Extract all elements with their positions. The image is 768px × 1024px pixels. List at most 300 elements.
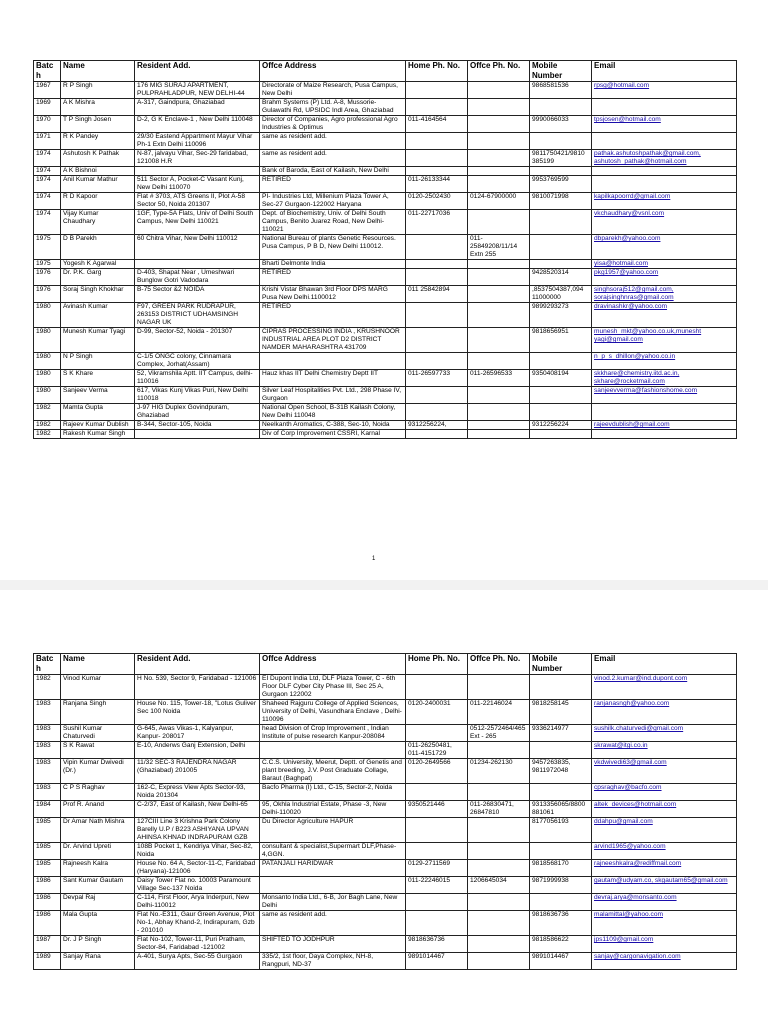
cell-email[interactable]: skkhare@chemistry.iitd.ac.in, skhare@rocketmail.com	[592, 370, 737, 387]
cell-batch: 1982	[34, 421, 61, 430]
cell-name: R P Singh	[61, 82, 135, 99]
cell-email[interactable]: vinod.2.kumar@ind.dupont.com	[592, 675, 737, 700]
table-row	[34, 404, 737, 421]
cell-email[interactable]: kapilkapoorrd@gmail.com	[592, 193, 737, 210]
cell-office-phone	[468, 936, 530, 953]
table-row	[34, 801, 737, 818]
cell-home-phone: 011-26597733	[406, 370, 468, 387]
cell-resident-address: Daisy Tower Flat no. 10003 Paramount Village Sec-137 Noida	[135, 877, 260, 894]
cell-mobile-number	[530, 404, 592, 421]
cell-email[interactable]: cpsraghav@bacfo.com	[592, 784, 737, 801]
cell-home-phone	[406, 303, 468, 328]
cell-name: Ashutosh K Pathak	[61, 150, 135, 167]
table-row	[34, 387, 737, 404]
cell-office-address: RETIRED	[260, 303, 406, 328]
cell-office-phone	[468, 82, 530, 99]
cell-office-address: National Bureau of plants Genetic Resources. Pusa Campus, P B D, New Delhi 110012.	[260, 235, 406, 260]
cell-email[interactable]: malamittal@yahoo.com	[592, 911, 737, 936]
cell-home-phone: 9891014467	[406, 953, 468, 970]
cell-name: R D Kapoor	[61, 193, 135, 210]
cell-name: Sant Kumar Gautam	[61, 877, 135, 894]
cell-batch: 1974	[34, 210, 61, 235]
table-body	[34, 675, 737, 970]
cell-mobile-number: 9457263835, 9811972048	[530, 759, 592, 784]
table-row	[34, 953, 737, 970]
cell-mobile-number: 9313356065/8800 881061	[530, 801, 592, 818]
cell-office-phone	[468, 269, 530, 286]
cell-name: Avinash Kumar	[61, 303, 135, 328]
header-resident-address: Resident Add.	[135, 61, 260, 82]
cell-email[interactable]: yisa@hotmail.com	[592, 260, 737, 269]
cell-mobile-number: 9336214977	[530, 725, 592, 742]
cell-name: Mala Gupta	[61, 911, 135, 936]
cell-email[interactable]: skrawat@itgi.co.in	[592, 742, 737, 759]
table-row	[34, 99, 737, 116]
cell-home-phone: 0129-2711569	[406, 860, 468, 877]
cell-resident-address: N-87, jalvayu Vihar, Sec-29 faridabad, 121008 H.R	[135, 150, 260, 167]
cell-batch: 1975	[34, 235, 61, 260]
cell-home-phone	[406, 353, 468, 370]
cell-home-phone	[406, 894, 468, 911]
cell-mobile-number: 9312256224	[530, 421, 592, 430]
cell-email[interactable]: n_p_s_dhillon@yahoo.co.in	[592, 353, 737, 370]
cell-batch: 1980	[34, 387, 61, 404]
cell-resident-address: J-97 HIG Duplex Govindpuram, Ghaziabad	[135, 404, 260, 421]
cell-name: Vinod Kumar	[61, 675, 135, 700]
cell-office-address: Neelkanth Aromatics, C-388, Sec-10, Noida	[260, 421, 406, 430]
cell-office-address: Director of Companies, Agro professional Agro Industries & Optimus	[260, 116, 406, 133]
table-row	[34, 742, 737, 759]
cell-email[interactable]: pathak.ashutoshpathak@gmail.com, ashutosh_pathak@hotmail.com	[592, 150, 737, 167]
cell-name: Sanjay Rana	[61, 953, 135, 970]
table-row	[34, 911, 737, 936]
cell-email[interactable]: ddahpu@gmail.com	[592, 818, 737, 843]
cell-home-phone	[406, 260, 468, 269]
cell-office-address: SHIFTED TO JODHPUR	[260, 936, 406, 953]
cell-home-phone: 0120-2649566	[406, 759, 468, 784]
cell-email[interactable]: dbparekh@yahoo.com	[592, 235, 737, 260]
cell-resident-address: C-2/37, East of Kailash, New Delhi-65	[135, 801, 260, 818]
cell-resident-address: 108B Pocket 1, Kendriya Vihar, Sec-82, Noida	[135, 843, 260, 860]
cell-resident-address	[135, 430, 260, 439]
table-row	[34, 303, 737, 328]
cell-resident-address: 511 Sector A, Pocket-C Vasant Kunj, New Delhi 110070	[135, 176, 260, 193]
cell-office-phone	[468, 176, 530, 193]
cell-office-address: Bacfo Pharma (I) Ltd., C-15, Sector-2, Noida	[260, 784, 406, 801]
cell-office-address: Brahm Systems (P) Ltd. A-8, Mussorie-Gulawathi Rd, UPSIDC Indl Area, Ghaziabad	[260, 99, 406, 116]
table-row	[34, 260, 737, 269]
table-row	[34, 936, 737, 953]
cell-name: Rajneesh Kalra	[61, 860, 135, 877]
cell-home-phone	[406, 725, 468, 742]
cell-name: Vipin Kumar Dwivedi (Dr.)	[61, 759, 135, 784]
cell-name: Yogesh K Agarwal	[61, 260, 135, 269]
cell-office-address: 335/2, 1st floor, Daya Complex, NH-8, Rangpuri, ND-37	[260, 953, 406, 970]
cell-batch: 1970	[34, 116, 61, 133]
cell-email[interactable]: rpsg@hotmail.com	[592, 82, 737, 99]
cell-resident-address: 162-C, Express View Apts Sector-93, Noida 201304	[135, 784, 260, 801]
cell-office-address: Directorate of Maize Research, Pusa Campus, New Delhi	[260, 82, 406, 99]
cell-mobile-number: 9891014467	[530, 953, 592, 970]
header-row	[34, 654, 737, 675]
cell-mobile-number	[530, 843, 592, 860]
cell-email[interactable]: jps1109@gmail.com	[592, 936, 737, 953]
cell-home-phone	[406, 387, 468, 404]
cell-email[interactable]: sanjeevverma@fashionshome.com	[592, 387, 737, 404]
cell-home-phone	[406, 269, 468, 286]
cell-batch: 1982	[34, 430, 61, 439]
cell-home-phone: 9350521446	[406, 801, 468, 818]
cell-email[interactable]: sanjay@cargonavigation.com	[592, 953, 737, 970]
cell-name: D B Parekh	[61, 235, 135, 260]
cell-email[interactable]: rajneeshkalra@rediffmail.com	[592, 860, 737, 877]
cell-email[interactable]: rajeevdublish@gmail.com	[592, 421, 737, 430]
cell-email[interactable]: vkchaudhary@vsnl.com	[592, 210, 737, 235]
cell-mobile-number: 9868581536	[530, 82, 592, 99]
table-row	[34, 784, 737, 801]
cell-office-phone	[468, 210, 530, 235]
cell-resident-address: 127CIII Line 3 Krishna Park Colony Barelly U.P / B223 ASHIYANA UPVAN AHINSA KHNAD INDRAPURAM GZB	[135, 818, 260, 843]
cell-email[interactable]: arvind1965@yahoo.com	[592, 843, 737, 860]
page-2	[0, 590, 768, 1024]
cell-mobile-number: 9818586622	[530, 936, 592, 953]
cell-email[interactable]: munesh_mkt@yahoo.co.uk,munesht yagi@gmail.com	[592, 328, 737, 353]
cell-home-phone	[406, 328, 468, 353]
cell-batch: 1983	[34, 759, 61, 784]
cell-office-address: National Open School, B-31B Kailash Colony, New Delhi 110048	[260, 404, 406, 421]
cell-batch: 1983	[34, 784, 61, 801]
table-row	[34, 269, 737, 286]
cell-mobile-number: 9811750421/9810 385199	[530, 150, 592, 167]
header-name: Name	[61, 61, 135, 82]
cell-batch: 1974	[34, 167, 61, 176]
cell-batch: 1987	[34, 936, 61, 953]
cell-mobile-number	[530, 260, 592, 269]
page-number: 1	[372, 556, 376, 562]
table-row	[34, 700, 737, 725]
cell-office-address: Div of Corp Improvement CSSRI, Karnal	[260, 430, 406, 439]
cell-office-address: Shaheed Rajguru College of Applied Sciences, University of Delhi, Vasundhara Enclave , Delhi-110096	[260, 700, 406, 725]
cell-office-phone: 0124-67900000	[468, 193, 530, 210]
cell-resident-address: A-317, Gaindpura, Ghaziabad	[135, 99, 260, 116]
cell-office-address: head Division of Crop Improvement , Indian Institute of pulse research Kanpur-208084	[260, 725, 406, 742]
cell-mobile-number: 9899293273	[530, 303, 592, 328]
table-row	[34, 150, 737, 167]
cell-office-phone	[468, 286, 530, 303]
header-office-address: Offce Address	[260, 654, 406, 675]
header-email: Email	[592, 61, 737, 82]
table-body	[34, 82, 737, 439]
cell-office-address: 95, Okhla Industrial Estate, Phase -3, New Delhi-110020	[260, 801, 406, 818]
cell-mobile-number	[530, 675, 592, 700]
table-row	[34, 818, 737, 843]
page-gap	[0, 580, 768, 590]
cell-resident-address: F97, GREEN PARK RUDRAPUR, 263153 DISTRICT UDHAMSINGH NAGAR UK	[135, 303, 260, 328]
cell-home-phone	[406, 82, 468, 99]
contact-table-page-2	[33, 653, 737, 970]
cell-email[interactable]: gautam@udyam.co, skgautam65@gmail.com	[592, 877, 737, 894]
cell-home-phone: 011 25842894	[406, 286, 468, 303]
cell-email[interactable]: devraj.arya@monsanto.com	[592, 894, 737, 911]
cell-mobile-number	[530, 167, 592, 176]
cell-office-phone	[468, 150, 530, 167]
table-row	[34, 370, 737, 387]
cell-office-phone	[468, 353, 530, 370]
cell-email[interactable]: dravinashkr@yahoo.com	[592, 303, 737, 328]
header-resident-address: Resident Add.	[135, 654, 260, 675]
contact-table-page-1	[33, 60, 737, 439]
cell-home-phone	[406, 818, 468, 843]
cell-name: S K Rawat	[61, 742, 135, 759]
cell-mobile-number	[530, 784, 592, 801]
cell-batch: 1985	[34, 860, 61, 877]
cell-mobile-number: 9818258145	[530, 700, 592, 725]
cell-office-phone	[468, 784, 530, 801]
cell-office-phone: 0512-2572464/465 Ext - 265	[468, 725, 530, 742]
cell-office-phone	[468, 953, 530, 970]
cell-resident-address: 60 Chitra Vihar, New Delhi 110012	[135, 235, 260, 260]
cell-name: Vijay Kumar Chaudhary	[61, 210, 135, 235]
cell-mobile-number	[530, 133, 592, 150]
cell-batch: 1983	[34, 700, 61, 725]
cell-office-phone	[468, 675, 530, 700]
cell-batch: 1974	[34, 176, 61, 193]
cell-office-address: consultant & specialist,Supermart DLF,Phase-4,GGN.	[260, 843, 406, 860]
cell-resident-address: A-401, Surya Apts, Sec-55 Gurgaon	[135, 953, 260, 970]
cell-mobile-number: 9810071998	[530, 193, 592, 210]
cell-office-address	[260, 742, 406, 759]
cell-batch: 1967	[34, 82, 61, 99]
cell-office-address: Du Director Agriculture HAPUR	[260, 818, 406, 843]
cell-name: Sanjeev Verma	[61, 387, 135, 404]
table-row	[34, 210, 737, 235]
header-email: Email	[592, 654, 737, 675]
cell-batch: 1976	[34, 269, 61, 286]
cell-mobile-number: 9818568170	[530, 860, 592, 877]
cell-resident-address: Flat # 3703, ATS Greens II, Plot A-58 Sector 50, Noida 201307	[135, 193, 260, 210]
table-row	[34, 167, 737, 176]
cell-email[interactable]: sushilk.chaturvedi@gmail.com	[592, 725, 737, 742]
cell-name: A K Bishnoi	[61, 167, 135, 176]
cell-name: A K Mishra	[61, 99, 135, 116]
cell-mobile-number: 9350408194	[530, 370, 592, 387]
cell-home-phone: 9818636736	[406, 936, 468, 953]
cell-name: Ranjana Singh	[61, 700, 135, 725]
header-office-phone: Offce Ph. No.	[468, 654, 530, 675]
cell-batch: 1980	[34, 303, 61, 328]
cell-mobile-number	[530, 430, 592, 439]
cell-home-phone	[406, 99, 468, 116]
header-batch: Batch	[34, 654, 61, 675]
table-row	[34, 430, 737, 439]
cell-mobile-number	[530, 742, 592, 759]
header-mobile-number: Mobile Number	[530, 61, 592, 82]
cell-resident-address: D-403, Shapat Near , Umeshwari Bunglow Gotri Vadodara	[135, 269, 260, 286]
cell-batch: 1975	[34, 260, 61, 269]
cell-email[interactable]: ranjanasngh@yahoo.com	[592, 700, 737, 725]
cell-batch: 1989	[34, 953, 61, 970]
table-row	[34, 235, 737, 260]
cell-resident-address: C-1/5 ONGC colony, Cinnamara Complex, Jorhat(Assam)	[135, 353, 260, 370]
cell-mobile-number: 9818656951	[530, 328, 592, 353]
cell-office-phone	[468, 387, 530, 404]
cell-name: Dr. Arvind Upreti	[61, 843, 135, 860]
cell-office-phone	[468, 404, 530, 421]
cell-office-phone	[468, 99, 530, 116]
cell-office-phone: 011-26596533	[468, 370, 530, 387]
cell-resident-address: G-645, Awas Vikas-1, Kalyanpur, Kanpur- 208017	[135, 725, 260, 742]
cell-home-phone: 011-4164564	[406, 116, 468, 133]
header-name: Name	[61, 654, 135, 675]
cell-home-phone	[406, 167, 468, 176]
cell-batch: 1986	[34, 894, 61, 911]
cell-email[interactable]: vkdwivedi63@gmail.com	[592, 759, 737, 784]
cell-home-phone	[406, 430, 468, 439]
header-home-phone: Home Ph. No.	[406, 61, 468, 82]
cell-home-phone: 011-22246015	[406, 877, 468, 894]
table-row	[34, 894, 737, 911]
cell-resident-address: 1GF, Type-5A Flats, Univ of Delhi South Campus, New Delhi 110021	[135, 210, 260, 235]
cell-name: Prof R. Anand	[61, 801, 135, 818]
cell-office-phone	[468, 911, 530, 936]
cell-office-address: C.C.S. University, Meerut, Deptt. of Genetis and plant breeding, J.V. Post Graduate Collage, Baraut (Baghpat)	[260, 759, 406, 784]
table-row	[34, 286, 737, 303]
cell-home-phone	[406, 150, 468, 167]
cell-resident-address: 29/30 Eastend Appartment Mayur Vihar Ph-1 Extn Delhi 110096	[135, 133, 260, 150]
cell-name: C P S Raghav	[61, 784, 135, 801]
cell-batch: 1985	[34, 818, 61, 843]
cell-mobile-number: 9871999938	[530, 877, 592, 894]
cell-name: T P Singh Josen	[61, 116, 135, 133]
cell-batch: 1985	[34, 843, 61, 860]
table-row	[34, 193, 737, 210]
cell-resident-address: Flat No-102, Tower-11, Puri Pratham, Sector-84, Faridabad -121002	[135, 936, 260, 953]
cell-email	[592, 133, 737, 150]
cell-batch: 1984	[34, 801, 61, 818]
cell-home-phone: 9312256224,	[406, 421, 468, 430]
cell-resident-address: B-75 Sector &2 NOIDA	[135, 286, 260, 303]
table-row	[34, 82, 737, 99]
cell-home-phone	[406, 843, 468, 860]
cell-office-address: Bharti Delmonte India	[260, 260, 406, 269]
cell-email[interactable]: pkg1957@yahoo.com	[592, 269, 737, 286]
cell-office-address: Dept. of Biochemistry, Univ. of Delhi South Campus, Benito Juarez Road, New Delhi-110021	[260, 210, 406, 235]
cell-batch: 1980	[34, 353, 61, 370]
cell-home-phone	[406, 675, 468, 700]
cell-office-phone	[468, 116, 530, 133]
header-office-phone: Offce Ph. No.	[468, 61, 530, 82]
cell-resident-address: D-99, Sector-52, Noida - 201307	[135, 328, 260, 353]
table-row	[34, 328, 737, 353]
cell-resident-address	[135, 167, 260, 176]
cell-email	[592, 404, 737, 421]
cell-mobile-number: ,8537504387,094 11000000	[530, 286, 592, 303]
cell-resident-address: B-344, Sector-105, Noida	[135, 421, 260, 430]
cell-office-phone	[468, 133, 530, 150]
cell-batch: 1982	[34, 404, 61, 421]
cell-office-phone	[468, 860, 530, 877]
cell-home-phone	[406, 133, 468, 150]
cell-batch: 1980	[34, 328, 61, 353]
header-row	[34, 61, 737, 82]
cell-resident-address: House No. 64 A, Sector-11-C, Faridabad (Haryana)-121006	[135, 860, 260, 877]
cell-home-phone: 011-26133344	[406, 176, 468, 193]
cell-name: Rakesh Kumar Singh	[61, 430, 135, 439]
cell-resident-address: H No. 539, Sector 9, Faridabad - 121006	[135, 675, 260, 700]
cell-home-phone: 0120-2400031	[406, 700, 468, 725]
cell-office-phone: 011-26830471, 26847810	[468, 801, 530, 818]
cell-email	[592, 430, 737, 439]
header-mobile-number: Mobile Number	[530, 654, 592, 675]
cell-office-address	[260, 877, 406, 894]
cell-resident-address	[135, 260, 260, 269]
cell-office-address: Krishi Vistar Bhawan 3rd Floor DPS MARG Pusa New Delhi.1100012	[260, 286, 406, 303]
table-row	[34, 116, 737, 133]
cell-name: Anil Kumar Mathur	[61, 176, 135, 193]
cell-office-phone	[468, 742, 530, 759]
cell-office-address: Silver Leaf Hospitalities Pvt. Ltd., 298 Phase IV, Gurgaon	[260, 387, 406, 404]
cell-mobile-number: 9818636736	[530, 911, 592, 936]
table-row	[34, 176, 737, 193]
cell-name: N P Singh	[61, 353, 135, 370]
cell-office-phone: 011-25849208/11/14 Extn 255	[468, 235, 530, 260]
table-row	[34, 725, 737, 742]
cell-office-phone	[468, 167, 530, 176]
cell-home-phone	[406, 784, 468, 801]
cell-email[interactable]: altek_devices@hotmail.com	[592, 801, 737, 818]
cell-email[interactable]: tpsjosen@hotmail.com	[592, 116, 737, 133]
cell-batch: 1976	[34, 286, 61, 303]
cell-home-phone	[406, 911, 468, 936]
cell-office-address	[260, 353, 406, 370]
cell-batch: 1980	[34, 370, 61, 387]
cell-home-phone: 0120-2502430	[406, 193, 468, 210]
table-row	[34, 759, 737, 784]
cell-office-address: Monsanto India Ltd., 6-B, Jor Bagh Lane, New Delhi	[260, 894, 406, 911]
cell-mobile-number	[530, 235, 592, 260]
cell-office-address: Hauz khas IIT Delhi Chemistry Deptt IIT	[260, 370, 406, 387]
cell-office-phone: 1206645034	[468, 877, 530, 894]
cell-office-address: PATANJALI HARIDWAR	[260, 860, 406, 877]
cell-home-phone: 011-22717036	[406, 210, 468, 235]
table-row	[34, 877, 737, 894]
cell-name: Sushil Kumar Chaturvedi	[61, 725, 135, 742]
cell-mobile-number: 8177056193	[530, 818, 592, 843]
cell-batch: 1974	[34, 150, 61, 167]
cell-resident-address: 617, Vikas Kunj Vikas Puri, New Delhi 110018	[135, 387, 260, 404]
cell-batch: 1969	[34, 99, 61, 116]
cell-office-phone: 01234-262130	[468, 759, 530, 784]
cell-resident-address: House No. 115, Tower-18, "Lotus Guliver Sec 100 Noida	[135, 700, 260, 725]
header-home-phone: Home Ph. No.	[406, 654, 468, 675]
cell-batch: 1982	[34, 675, 61, 700]
cell-mobile-number	[530, 210, 592, 235]
cell-batch: 1983	[34, 725, 61, 742]
header-office-address: Offce Address	[260, 61, 406, 82]
cell-email[interactable]: singhsoraj512@gmail.com, sorajsinghnras@gmail.com	[592, 286, 737, 303]
cell-resident-address: C-114, First Floor, Arya Inderpuri, New Delhi-110012	[135, 894, 260, 911]
cell-office-phone	[468, 303, 530, 328]
cell-name: S K Khare	[61, 370, 135, 387]
cell-office-address: CIPRAS PROCESSING INDIA , KRUSHNOOR INDUSTRIAL AREA PLOT D2 DISTRICT NAMDER MAHARASHTRA 431709	[260, 328, 406, 353]
table-row	[34, 133, 737, 150]
cell-office-address: PI- Industries Ltd, Millenium Plaza Tower A, Sec-27 Gurgaon-122002 Haryana	[260, 193, 406, 210]
cell-batch: 1983	[34, 742, 61, 759]
cell-name: Dr. P.K. Garg	[61, 269, 135, 286]
cell-office-phone: 011-22146024	[468, 700, 530, 725]
cell-office-phone	[468, 818, 530, 843]
cell-mobile-number: 9428520314	[530, 269, 592, 286]
